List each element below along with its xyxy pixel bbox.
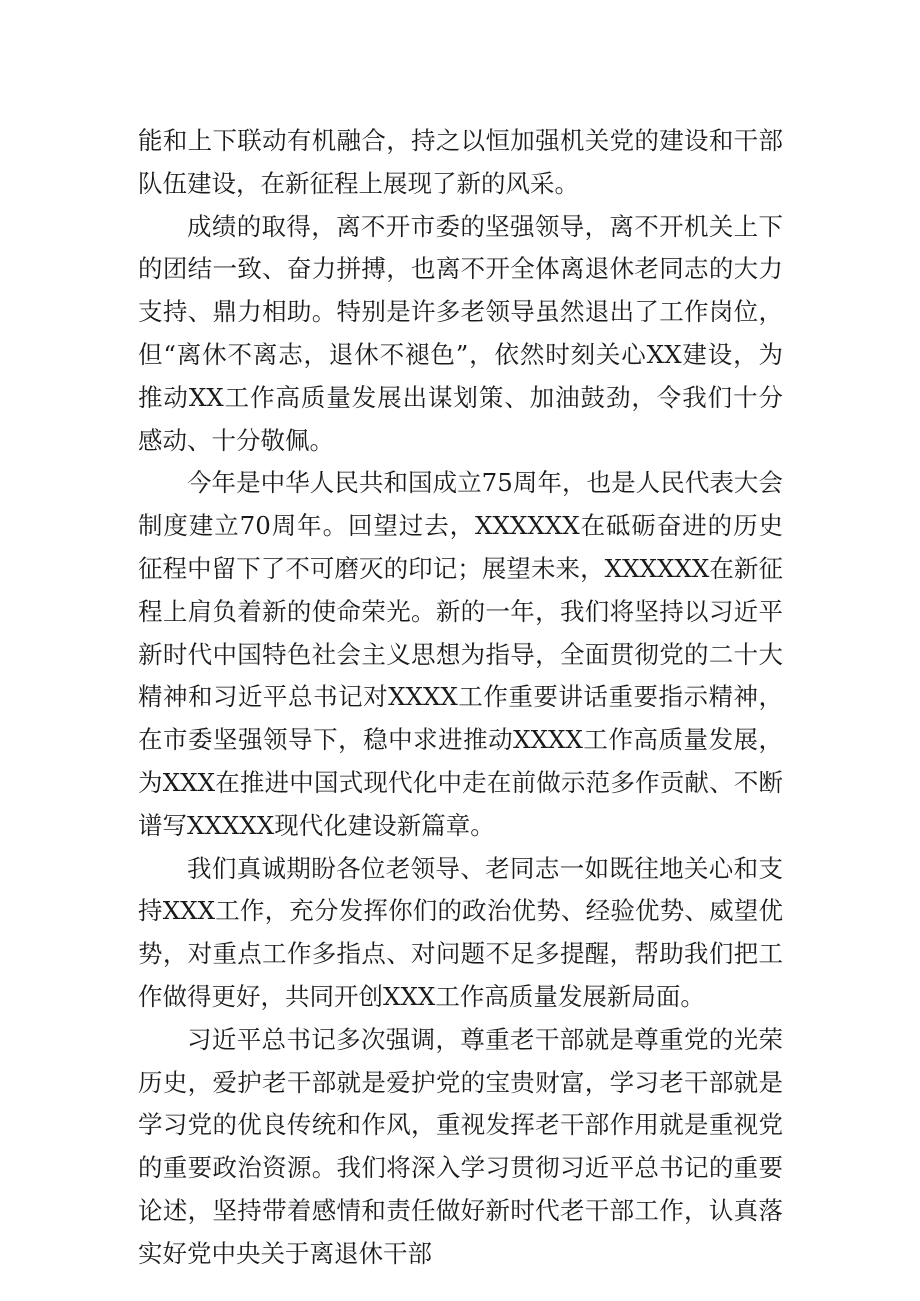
paragraph-4: 我们真诚期盼各位老领导、老同志一如既往地关心和支持XXX工作，充分发挥你们的政治优势、经验优势、威望优势，对重点工作多指点、对问题不足多提醒，帮助我们把工作做得更好，共同开创XXX工作高质量发展新局面。	[138, 853, 783, 1011]
paragraph-2: 成绩的取得，离不开市委的坚强领导，离不开机关上下的团结一致、奋力拼搏，也离不开全体离退休老同志的大力支持、鼎力相助。特别是许多老领导虽然退出了工作岗位，但“离休不离志，退休不褪色”，依然时刻关心XX建设，为推动XX工作高质量发展出谋划策、加油鼓劲，令我们十分感动、十分敬佩。	[138, 211, 783, 455]
paragraph-1: 能和上下联动有机融合，持之以恒加强机关党的建设和干部队伍建设，在新征程上展现了新的风采。	[138, 126, 783, 198]
paragraph-3: 今年是中华人民共和国成立75周年，也是人民代表大会制度建立70周年。回望过去，XXXXXX在砥砺奋进的历史征程中留下了不可磨灭的印记；展望未来，XXXXXX在新征程上肩负着新的使命荣光。新的一年，我们将坚持以习近平新时代中国特色社会主义思想为指导，全面贯彻党的二十大精神和习近平总书记对XXXX工作重要讲话重要指示精神，在市委坚强领导下，稳中求进推动XXXX工作高质量发展，为XXX在推进中国式现代化中走在前做示范多作贡献、不断谱写XXXXX现代化建设新篇章。	[138, 468, 783, 840]
document-body	[138, 120, 783, 1276]
paragraph-5: 习近平总书记多次强调，尊重老干部就是尊重党的光荣历史，爱护老干部就是爱护党的宝贵财富，学习老干部就是学习党的优良传统和作风，重视发挥老干部作用就是重视党的重要政治资源。我们将深入学习贯彻习近平总书记的重要论述，坚持带着感情和责任做好新时代老干部工作，认真落实好党中央关于离退休干部	[138, 1024, 783, 1268]
